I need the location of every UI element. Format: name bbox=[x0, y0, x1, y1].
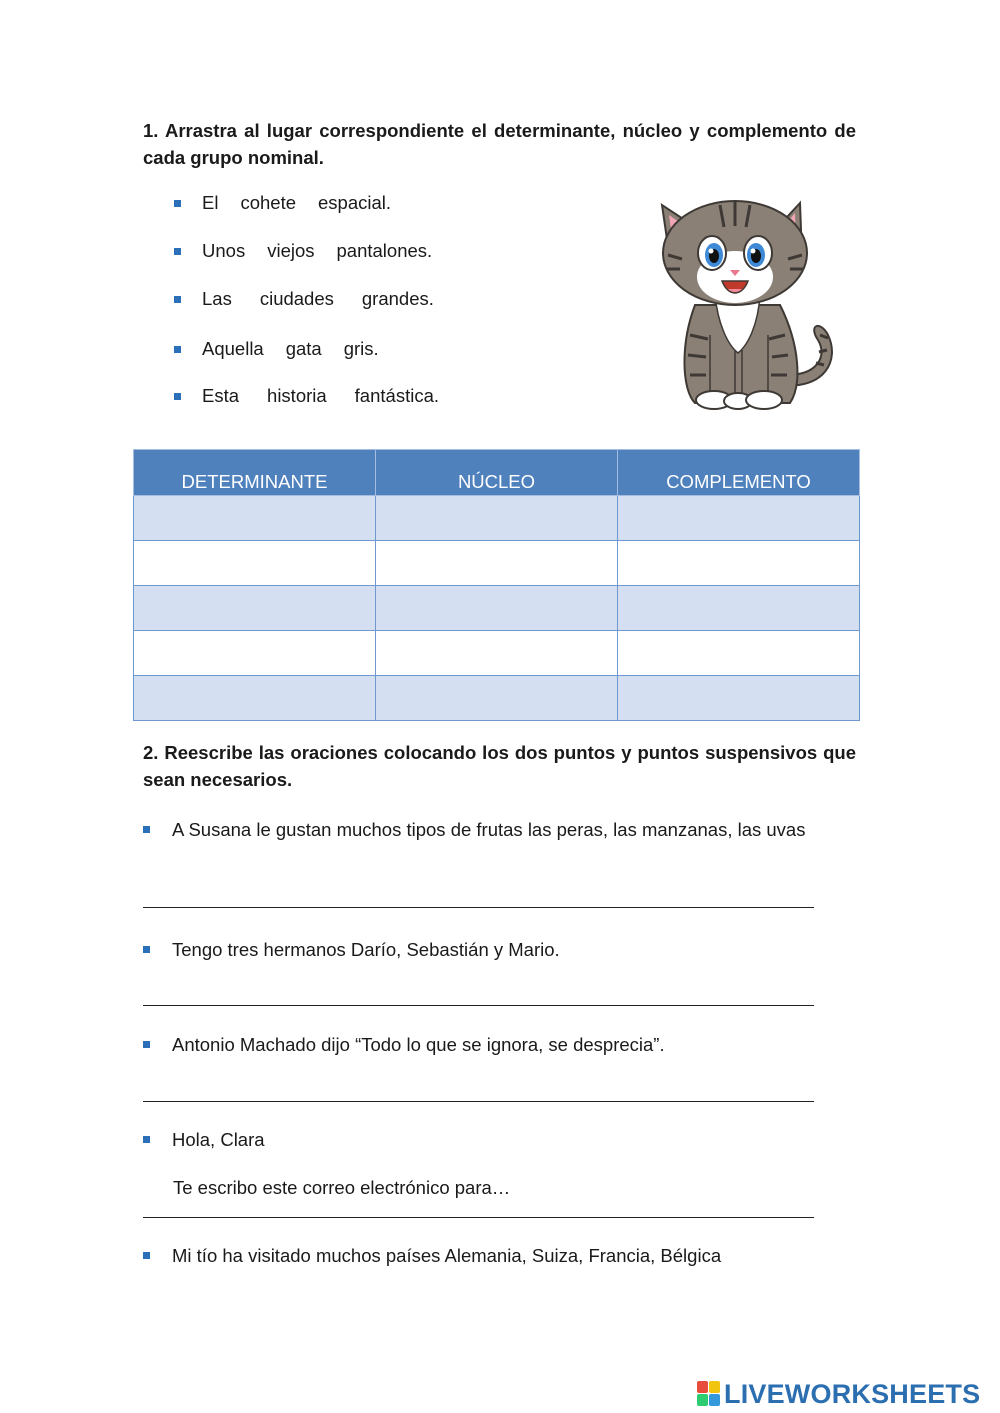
answer-table bbox=[133, 449, 860, 721]
sentence-item bbox=[143, 938, 822, 962]
drop-cell[interactable] bbox=[618, 586, 860, 631]
table-row bbox=[134, 631, 860, 676]
cat-illustration bbox=[640, 185, 865, 417]
sentence-text: A Susana le gustan muchos tipos de frutas las peras, las manzanas, las uvas bbox=[172, 819, 806, 840]
drop-cell[interactable] bbox=[376, 496, 618, 541]
sentence-text: Hola, Clara bbox=[172, 1129, 265, 1150]
phrase-item bbox=[174, 287, 434, 311]
drop-cell[interactable] bbox=[376, 586, 618, 631]
phrase-item bbox=[174, 191, 391, 215]
bullet-icon bbox=[174, 248, 181, 255]
table-row bbox=[134, 496, 860, 541]
bullet-icon bbox=[143, 1136, 150, 1143]
sentence-item bbox=[143, 1244, 822, 1268]
sentence-text: Tengo tres hermanos Darío, Sebastián y Mario. bbox=[172, 939, 560, 960]
phrase-item bbox=[174, 239, 432, 263]
draggable-word[interactable]: El bbox=[202, 192, 219, 213]
sentence-text: Antonio Machado dijo “Todo lo que se ignora, se desprecia”. bbox=[172, 1034, 665, 1055]
bullet-icon bbox=[143, 946, 150, 953]
draggable-word[interactable]: historia bbox=[267, 385, 327, 406]
drop-cell[interactable] bbox=[618, 631, 860, 676]
answer-line[interactable] bbox=[143, 907, 814, 908]
header-complemento: COMPLEMENTO bbox=[618, 450, 860, 496]
bullet-icon bbox=[143, 1252, 150, 1259]
drop-cell[interactable] bbox=[376, 541, 618, 586]
email-line-text: Te escribo este correo electrónico para… bbox=[173, 1177, 511, 1198]
bullet-icon bbox=[143, 826, 150, 833]
drop-cell[interactable] bbox=[376, 676, 618, 721]
draggable-word[interactable]: gris. bbox=[343, 338, 379, 359]
question-2-title: 2. Reescribe las oraciones colocando los dos puntos y puntos suspensivos que sean necesarios. bbox=[143, 742, 856, 790]
header-nucleo: NÚCLEO bbox=[376, 450, 618, 496]
drop-cell[interactable] bbox=[134, 676, 376, 721]
drop-cell[interactable] bbox=[134, 586, 376, 631]
sentence-item bbox=[143, 818, 822, 842]
drop-cell[interactable] bbox=[618, 496, 860, 541]
drop-cell[interactable] bbox=[134, 631, 376, 676]
bullet-icon bbox=[174, 200, 181, 207]
sentence-item bbox=[143, 1128, 822, 1152]
logo-icon bbox=[697, 1381, 721, 1407]
liveworksheets-logo bbox=[697, 1378, 980, 1410]
drop-cell[interactable] bbox=[376, 631, 618, 676]
bullet-icon bbox=[143, 1041, 150, 1048]
draggable-word[interactable]: Esta bbox=[202, 385, 240, 406]
answer-line[interactable] bbox=[143, 1101, 814, 1102]
drop-cell[interactable] bbox=[618, 541, 860, 586]
table-row bbox=[134, 586, 860, 631]
drop-cell[interactable] bbox=[618, 676, 860, 721]
sentence-item bbox=[143, 1033, 822, 1057]
drop-cell[interactable] bbox=[134, 541, 376, 586]
draggable-word[interactable]: cohete bbox=[240, 192, 296, 213]
drop-cell[interactable] bbox=[134, 496, 376, 541]
header-determinante: DETERMINANTE bbox=[134, 450, 376, 496]
draggable-word[interactable]: espacial. bbox=[318, 192, 392, 213]
draggable-word[interactable]: pantalones. bbox=[336, 240, 433, 261]
phrase-item bbox=[174, 337, 379, 361]
draggable-word[interactable]: ciudades bbox=[259, 288, 334, 309]
bullet-icon bbox=[174, 346, 181, 353]
table-row bbox=[134, 676, 860, 721]
draggable-word[interactable]: grandes. bbox=[361, 288, 434, 309]
draggable-word[interactable]: viejos bbox=[267, 240, 315, 261]
answer-line[interactable] bbox=[143, 1005, 814, 1006]
phrase-item bbox=[174, 384, 439, 408]
draggable-word[interactable]: Aquella bbox=[202, 338, 264, 359]
logo-text: LIVEWORKSHEETS bbox=[724, 1378, 981, 1409]
answer-line[interactable] bbox=[143, 1217, 814, 1218]
bullet-icon bbox=[174, 296, 181, 303]
question-1-title: 1. Arrastra al lugar correspondiente el determinante, núcleo y complemento de cada grupo nominal. bbox=[143, 120, 856, 168]
sentence-text: Mi tío ha visitado muchos países Alemania, Suiza, Francia, Bélgica bbox=[172, 1245, 722, 1266]
draggable-word[interactable]: fantástica. bbox=[354, 385, 439, 406]
draggable-word[interactable]: Unos bbox=[202, 240, 246, 261]
table-row bbox=[134, 541, 860, 586]
bullet-icon bbox=[174, 393, 181, 400]
draggable-word[interactable]: gata bbox=[285, 338, 322, 359]
draggable-word[interactable]: Las bbox=[202, 288, 232, 309]
